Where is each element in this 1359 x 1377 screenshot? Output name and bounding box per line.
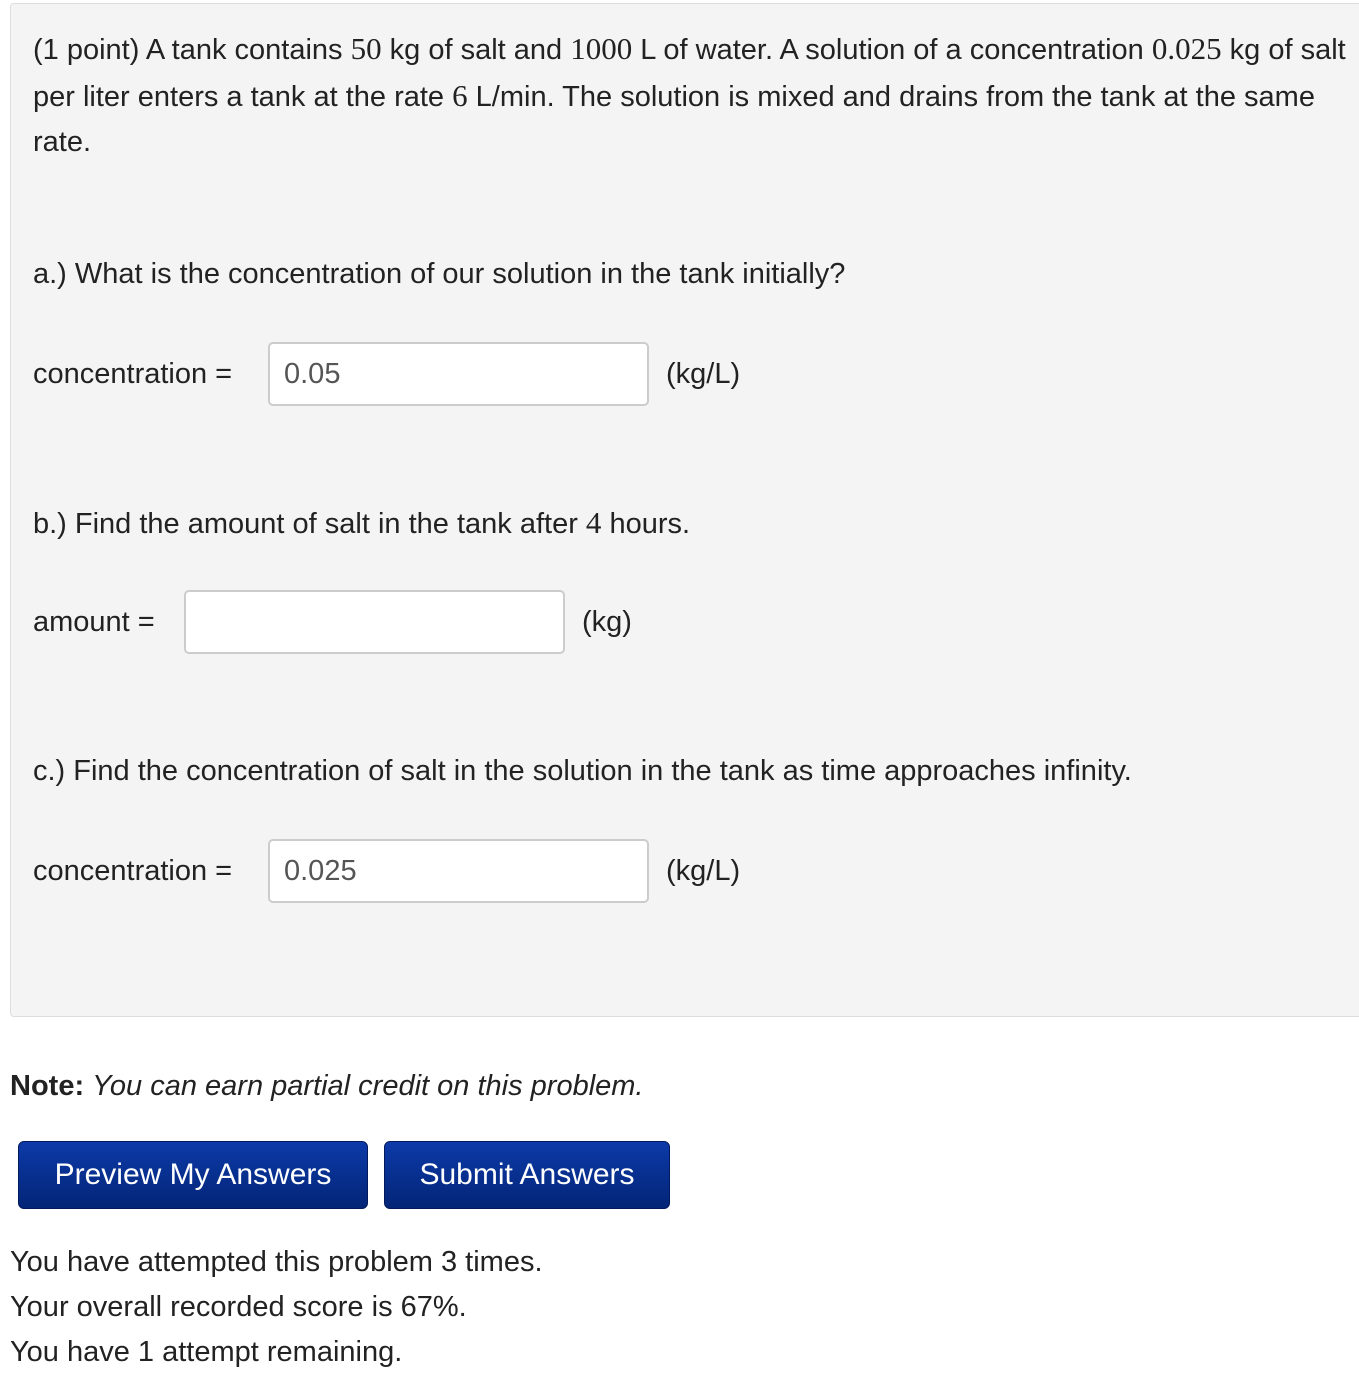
statement-text: kg of salt and (381, 34, 571, 66)
note-prefix: Note: (10, 1070, 85, 1102)
statement-text: L/min. The solution is mixed and drains from the tank at the same rate. (33, 81, 1315, 158)
part-c-unit: (kg/L) (666, 855, 741, 887)
note-text: You can earn partial credit on this problem. (92, 1070, 644, 1102)
part-b-question (33, 500, 690, 547)
part-a-question: a.) What is the concentration of our solution in the tank initially? (33, 258, 846, 290)
part-b-answer-input[interactable] (184, 590, 565, 654)
statement-text: L of water. A solution of a concentration (632, 34, 1152, 66)
part-b-label: amount = (33, 606, 155, 638)
part-b-unit: (kg) (582, 606, 632, 638)
part-c-label: concentration = (33, 855, 233, 887)
part-c-answer-input[interactable] (268, 839, 649, 903)
time-hours: 4 (585, 505, 602, 540)
salt-amount: 50 (350, 31, 382, 66)
part-a-unit: (kg/L) (666, 358, 741, 390)
part-b-text: hours. (601, 508, 691, 540)
part-c-question: c.) Find the concentration of salt in the solution in the tank as time approaches infinity. (33, 755, 1132, 787)
part-a-answer-input[interactable] (268, 342, 649, 406)
submit-answers-button[interactable]: Submit Answers (384, 1141, 670, 1209)
partial-credit-note (10, 1066, 643, 1106)
problem-statement (33, 26, 1359, 165)
flow-rate: 6 (452, 78, 468, 113)
statement-text: kg of salt per liter enters a tank at the rate (33, 34, 1346, 113)
score-message: Your overall recorded score is 67%. (10, 1291, 467, 1323)
part-a-label: concentration = (33, 358, 233, 390)
statement-text: (1 point) A tank contains (33, 34, 351, 66)
part-b-text: b.) Find the amount of salt in the tank after (33, 508, 586, 540)
preview-answers-button[interactable]: Preview My Answers (18, 1141, 368, 1209)
water-volume: 1000 (570, 31, 633, 66)
attempts-message: You have attempted this problem 3 times. (10, 1246, 543, 1278)
remaining-message: You have 1 attempt remaining. (10, 1336, 403, 1368)
inflow-concentration: 0.025 (1151, 31, 1222, 66)
